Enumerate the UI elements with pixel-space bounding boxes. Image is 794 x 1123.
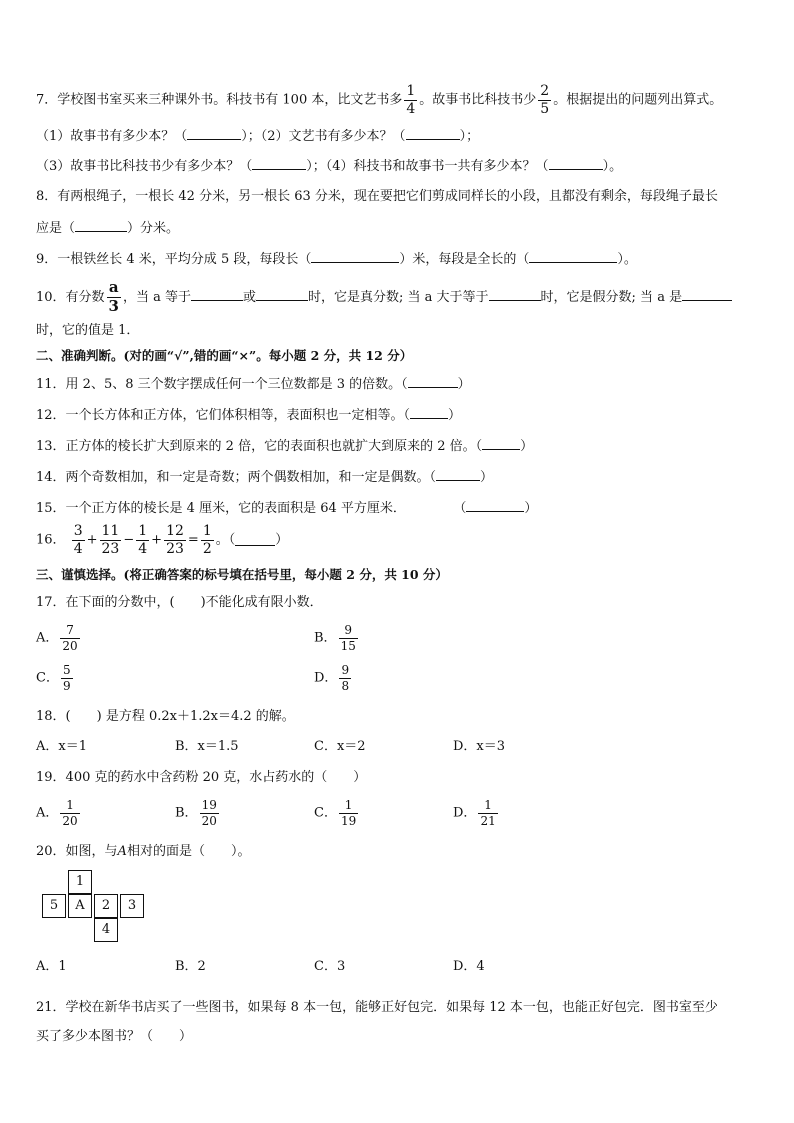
q19-option-a[interactable]: A． $\frac{1}{20}$	[36, 798, 78, 828]
fraction: $\frac{3}{4}$	[73, 523, 83, 557]
q19-option-b[interactable]: B． $\frac{19}{20}$	[175, 798, 217, 828]
q17-option-b[interactable]: B． $\frac{9}{15}$	[314, 623, 356, 653]
section-3-heading: 三、谨慎选择。(将正确答案的标号填在括号里，每小题 2 分，共 10 分）	[36, 567, 448, 582]
q17-stem: 17．在下面的分数中，( )不能化成有限小数．	[36, 595, 323, 610]
q10-line2: 时，它的值是 1．	[36, 323, 140, 338]
q20-option-b[interactable]: B．2	[175, 959, 206, 974]
answer-blank[interactable]	[489, 289, 541, 301]
q11: 11．用 2、5、8 三个数字摆成任何一个三位数都是 3 的倍数。（ ）	[36, 377, 471, 392]
q12: 12．一个长方体和正方体，它们体积相等，表面积也一定相等。（ ）	[36, 408, 462, 423]
net-face: A	[68, 894, 92, 918]
answer-blank[interactable]	[482, 438, 520, 450]
answer-blank[interactable]	[235, 534, 275, 546]
answer-blank[interactable]	[436, 469, 480, 481]
q8-line1: 8．有两根绳子，一根长 42 分米，另一根长 63 分米，现在要把它们剪成同样长的小段，且都没有剩余，每段绳子最长	[36, 189, 718, 204]
cube-net-diagram	[42, 870, 146, 942]
q18-stem: 18．( ) 是方程 0.2x＋1.2x＝4.2 的解。	[36, 709, 295, 724]
fraction: $\frac{1}{4}$	[406, 83, 416, 117]
q19-option-d[interactable]: D． $\frac{1}{21}$	[453, 798, 496, 828]
q15: 15．一个正方体的棱长是 4 厘米，它的表面积是 64 平方厘米． （ ）	[36, 501, 538, 516]
net-face: 3	[120, 894, 144, 918]
q16: 16． $\frac{3}{4}$ + $\frac{11}{23}$ − $\frac{1}{4}$ + $\frac{12}{23}$ = $\frac{1}{2}$ 。（ ）	[36, 523, 289, 557]
q7-stem: 7．学校图书室买来三种课外书。科技书有 100 本，比文艺书多 $\frac{1}{4}$ 。故事书比科技书少 $\frac{2}{5}$ 。根据提出的问题列出算式。	[36, 83, 723, 117]
q20-option-c[interactable]: C．3	[314, 959, 346, 974]
fraction: $\frac{7}{20}$	[62, 623, 78, 653]
fraction: $\frac{a}{3}$	[108, 278, 119, 315]
net-face: 2	[94, 894, 118, 918]
section-2-heading: 二、准确判断。(对的画“√”,错的画“×”。每小题 2 分，共 12 分）	[36, 348, 413, 363]
answer-blank[interactable]	[191, 289, 243, 301]
answer-blank[interactable]	[256, 289, 308, 301]
fraction: $\frac{9}{8}$	[341, 663, 350, 693]
q9-stem: 9．一根铁丝长 4 米，平均分成 5 段，每段长（ ）米，每段是全长的（ ）。	[36, 252, 637, 267]
answer-blank[interactable]	[549, 158, 603, 170]
fraction: $\frac{2}{5}$	[540, 83, 550, 117]
answer-blank[interactable]	[682, 289, 732, 301]
q7-sub-1-2: （1）故事书有多少本？（ ）；（2）文艺书有多少本？（ ）；	[36, 129, 480, 144]
q21-line2: 买了多少本图书？（ ）	[36, 1029, 193, 1044]
q18-option-c[interactable]: C．x＝2	[314, 739, 366, 754]
answer-blank[interactable]	[406, 128, 460, 140]
q19-stem: 19．400 克的药水中含药粉 20 克，水占药水的（ ）	[36, 770, 367, 785]
fraction: $\frac{1}{21}$	[480, 798, 496, 828]
fraction: $\frac{1}{20}$	[62, 798, 78, 828]
answer-blank[interactable]	[410, 407, 448, 419]
q13: 13．正方体的棱长扩大到原来的 2 倍，它的表面积也就扩大到原来的 2 倍。（ ）	[36, 439, 534, 454]
q17-option-d[interactable]: D． $\frac{9}{8}$	[314, 663, 350, 693]
q20-stem: 20．如图，与A相对的面是（ ）。	[36, 844, 251, 859]
q17-option-c[interactable]: C． $\frac{5}{9}$	[36, 663, 71, 693]
q20-option-a[interactable]: A．1	[36, 959, 67, 974]
fraction: $\frac{1}{19}$	[340, 798, 357, 828]
fraction: $\frac{11}{23}$	[101, 523, 120, 557]
answer-blank[interactable]	[75, 220, 127, 232]
net-face: 4	[94, 918, 118, 942]
fraction: $\frac{5}{9}$	[62, 663, 71, 693]
q20-option-d[interactable]: D．4	[453, 959, 485, 974]
net-face: 5	[42, 894, 66, 918]
answer-blank[interactable]	[311, 251, 399, 263]
fraction: $\frac{9}{15}$	[340, 623, 356, 653]
fraction: $\frac{1}{4}$	[138, 523, 148, 557]
q19-option-c[interactable]: C． $\frac{1}{19}$	[314, 798, 357, 828]
q21-line1: 21．学校在新华书店买了一些图书，如果每 8 本一包，能够正好包完．如果每 12 本一包，也能正好包完．图书室至少	[36, 1000, 718, 1015]
fraction: $\frac{19}{20}$	[201, 798, 217, 828]
fraction: $\frac{1}{2}$	[202, 523, 212, 557]
answer-blank[interactable]	[408, 376, 458, 388]
q18-option-b[interactable]: B．x＝1.5	[175, 739, 239, 754]
q10-stem: 10．有分数 $\frac{a}{3}$ ，当 a 等于 或 时，它是真分数; 当 a 大于等于 时，它是假分数; 当 a 是	[36, 280, 732, 315]
q14: 14．两个奇数相加，和一定是奇数；两个偶数相加，和一定是偶数。（ ）	[36, 470, 494, 485]
answer-blank[interactable]	[529, 251, 617, 263]
answer-blank[interactable]	[466, 500, 524, 512]
q17-option-a[interactable]: A． $\frac{7}{20}$	[36, 623, 78, 653]
q18-option-a[interactable]: A．x＝1	[36, 739, 87, 754]
q18-option-d[interactable]: D．x＝3	[453, 739, 506, 754]
fraction: $\frac{12}{23}$	[166, 523, 184, 557]
answer-blank[interactable]	[187, 128, 241, 140]
net-face: 1	[68, 870, 92, 894]
answer-blank[interactable]	[252, 158, 306, 170]
q7-sub-3-4: （3）故事书比科技书少有多少本？（ ）；（4）科技书和故事书一共有多少本？（ ）。	[36, 159, 623, 174]
q8-line2: 应是（ ）分米。	[36, 221, 180, 236]
